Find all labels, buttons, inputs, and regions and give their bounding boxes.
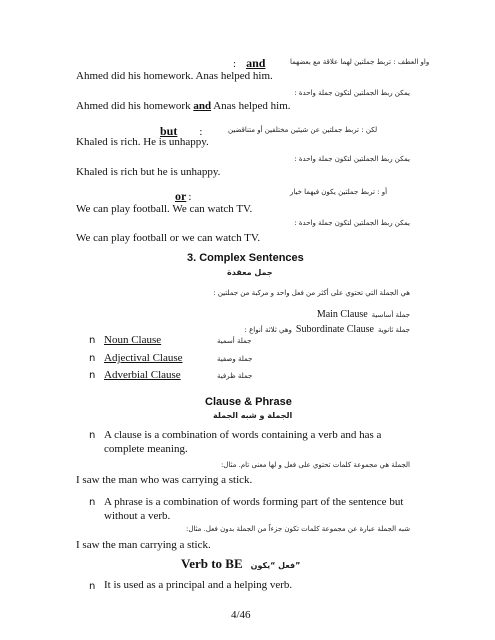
adjectival-clause-ar: جملة وصفية	[217, 355, 253, 363]
phrase-example: I saw the man carrying a stick.	[76, 539, 211, 551]
bullet-icon: n	[89, 370, 96, 381]
complex-heading-ar: جمل معقدة	[227, 268, 273, 277]
but-ar-combine: يمكن ربط الجملتين لتكون جملة واحدة :	[294, 155, 410, 163]
adverbial-clause-ar: جملة ظرفية	[217, 372, 253, 380]
or-conj: or	[175, 189, 187, 203]
subordinate-clause-line: جملة ثانوية Subordinate Clause وهي ثلاثة أنواع :	[244, 324, 410, 335]
clause-def-ar: الجملة هي مجموعة كلمات تحتوي على فعل و لها معنى تام. مثال:	[220, 461, 410, 469]
or-example-2: We can play football or we can watch TV.	[76, 232, 261, 244]
complex-heading: 3. Complex Sentences	[187, 252, 304, 264]
bullet-icon: n	[89, 335, 96, 346]
page-number: 4/46	[231, 609, 251, 621]
bullet-icon: n	[89, 430, 96, 441]
or-heading: or :	[175, 189, 192, 203]
complex-def-ar: هي الجملة التي تحتوي على أكثر من فعل واحد و مركبة من جملتين :	[213, 289, 410, 297]
clause-phrase-heading: Clause & Phrase	[205, 396, 292, 408]
and-conj: and	[246, 56, 266, 70]
and-example-1: Ahmed did his homework. Anas helped him.	[76, 70, 273, 82]
noun-clause-ar: جملة أسمية	[217, 337, 252, 345]
adverbial-clause: Adverbial Clause	[104, 369, 181, 381]
or-example-1: We can play football. We can watch TV.	[76, 203, 253, 215]
or-ar-combine: يمكن ربط الجملتين لتكون جملة واحدة :	[294, 219, 410, 227]
bullet-icon: n	[89, 353, 96, 364]
and-ar-label: واو العطف : تربط جملتين لهما علاقة مع بعضهما	[290, 58, 430, 66]
but-conj: but	[160, 124, 178, 138]
clause-phrase-heading-ar: الجملة و شبه الجملة	[213, 411, 293, 420]
verb-be-bullet-1: It is used as a principal and a helping verb.	[104, 579, 293, 591]
bullet-icon: n	[89, 497, 96, 508]
clause-example: I saw the man who was carrying a stick.	[76, 474, 253, 486]
clause-definition: A clause is a combination of words containing a verb and has a complete meaning.	[104, 429, 382, 455]
and-heading: : and	[233, 56, 266, 70]
but-example-2: Khaled is rich but he is unhappy.	[76, 166, 221, 178]
bullet-icon: n	[89, 581, 96, 592]
and-ar-combine: يمكن ربط الجملتين لتكون جملة واحدة :	[294, 89, 410, 97]
but-heading: but :	[160, 124, 203, 138]
but-ar-label: لكن : تربط جملتين عن شيئين مختلفين أو متناقضين	[228, 126, 378, 134]
verb-be-heading: Verb to BE	[181, 556, 243, 571]
adjectival-clause: Adjectival Clause	[104, 352, 183, 364]
main-clause-line: جملة أساسية Main Clause	[316, 309, 410, 320]
phrase-def-ar: شبه الجملة عبارة عن مجموعة كلمات تكون جزءاً من الجملة بدون فعل. مثال:	[185, 525, 410, 533]
subordinate-clause-en: Subordinate Clause	[295, 324, 374, 335]
verb-be-heading-wrap	[181, 555, 300, 573]
main-clause-en: Main Clause	[316, 309, 368, 320]
and-example-2: Ahmed did his homework and Anas helped him.	[76, 100, 291, 112]
and-example-2-conj: and	[193, 100, 212, 112]
or-ar-label: أو : تربط جملتين يكون فيهما خيار	[290, 188, 388, 196]
phrase-definition: A phrase is a combination of words forming part of the sentence but without a verb.	[104, 496, 404, 522]
noun-clause: Noun Clause	[104, 334, 162, 346]
verb-be-heading-ar: فعل “يكون”	[250, 561, 301, 570]
but-example-1: Khaled is rich. He is unhappy.	[76, 136, 209, 148]
